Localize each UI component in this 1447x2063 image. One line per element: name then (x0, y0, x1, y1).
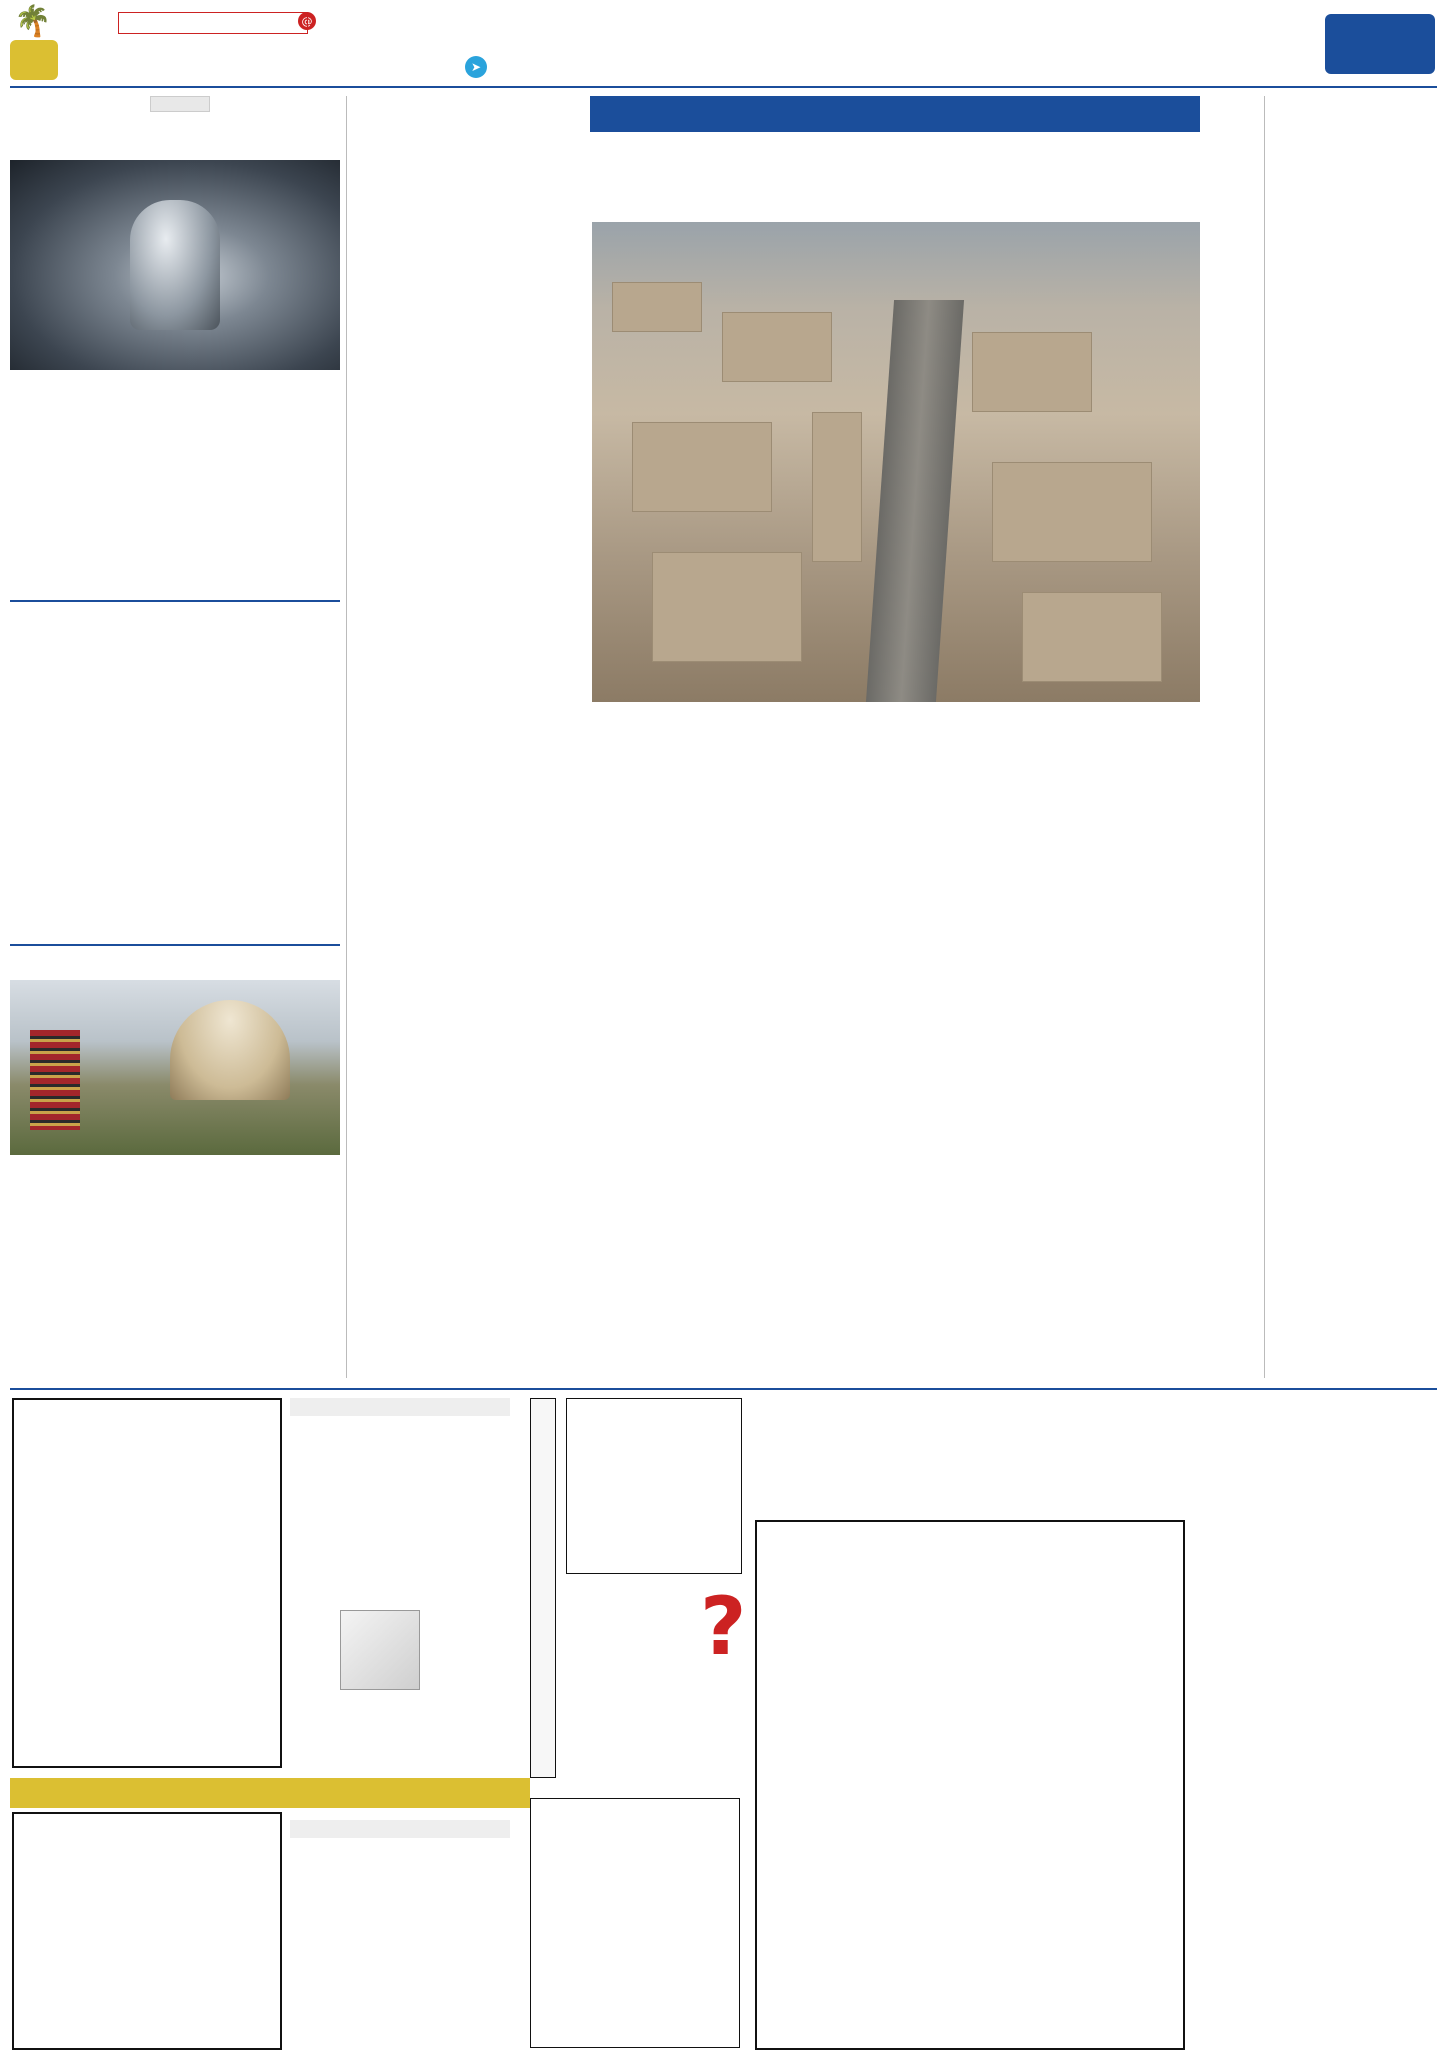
handicraft-photo (10, 160, 340, 370)
sudoku-simple-grid[interactable] (12, 1398, 282, 1768)
column-divider (1264, 96, 1265, 1378)
across-clues (1205, 1448, 1435, 1608)
article-kicker (590, 96, 1200, 132)
palm-tree-icon: 🌴 (14, 4, 52, 39)
news-divider (10, 944, 340, 946)
newspaper-logo (1325, 14, 1435, 74)
answer-grid (530, 1798, 740, 2048)
puzzle-divider (10, 1388, 1437, 1390)
puzzle-credit (516, 1830, 528, 2030)
page-number (10, 40, 58, 80)
down-clues (1205, 1628, 1435, 2048)
telegram-icon: ➤ (465, 56, 487, 78)
news-body-handicrafts (10, 376, 340, 592)
sudoku-simple-label (290, 1398, 510, 1416)
sudoku-rules (290, 1480, 510, 1600)
sudoku-intro (290, 1902, 510, 2042)
sudoku-hard-label (290, 1820, 510, 1838)
crossword-row-numbers (1190, 1520, 1210, 2050)
article-column-1 (1267, 96, 1435, 1378)
sudoku-hard-grid[interactable] (12, 1812, 282, 2050)
question-mark-icon: ? (700, 1580, 747, 1673)
email-address[interactable] (118, 12, 308, 34)
news-body-exam (10, 640, 340, 938)
page-header (0, 0, 1447, 90)
answer-title (530, 1780, 740, 1794)
article-column-2 (1015, 710, 1200, 1378)
article-column-4 (592, 710, 797, 1378)
crossword-column-numbers (755, 1502, 1185, 1518)
news-tag (150, 96, 210, 112)
news-body-camps (10, 1160, 340, 1378)
article-column-5 (352, 96, 580, 1378)
more-clues (755, 1398, 1185, 1498)
sudoku-cube-icon (340, 1610, 420, 1690)
across-title (1205, 1432, 1435, 1446)
crossword-grid[interactable] (755, 1520, 1185, 2050)
header-rule (10, 86, 1437, 88)
rug-in-photo (30, 1030, 80, 1130)
puzzle-number-box (566, 1398, 742, 1578)
article-column-3 (805, 710, 1005, 1378)
crossword-title (1215, 1398, 1435, 1426)
down-title (1205, 1612, 1435, 1626)
column-divider (346, 96, 347, 1378)
sudoku-number-bar (10, 1778, 530, 1808)
email-icon: @ (298, 12, 316, 30)
sudoku-strip-simple (530, 1398, 556, 1778)
news-divider (10, 600, 340, 602)
